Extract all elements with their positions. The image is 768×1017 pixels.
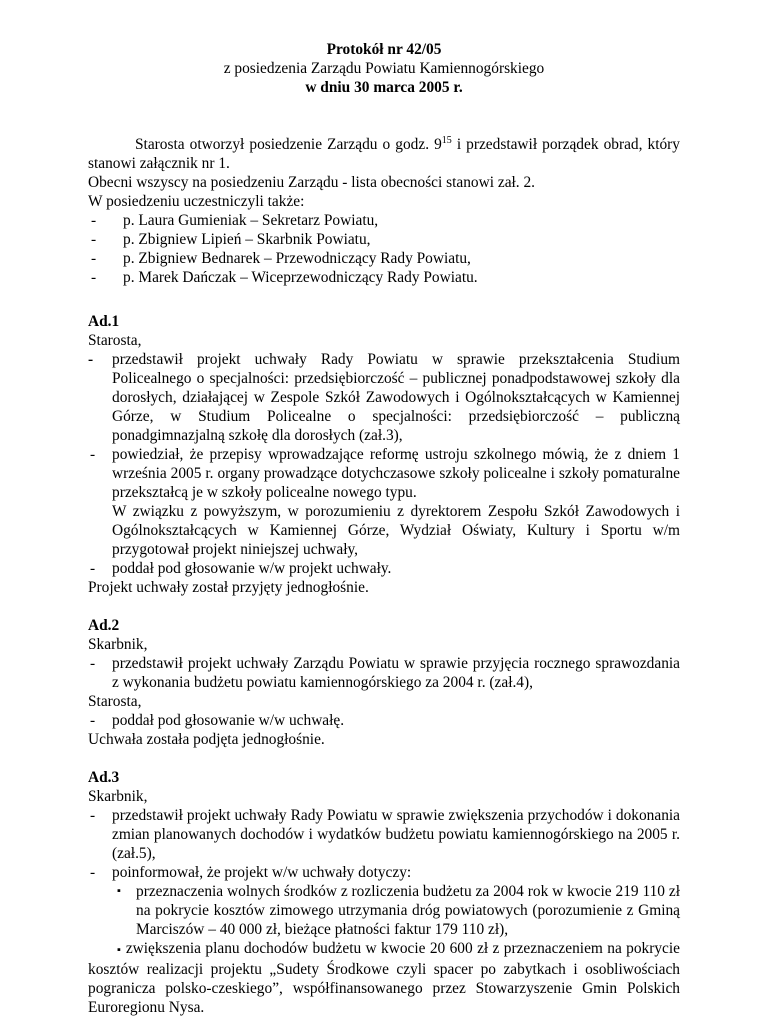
list-item [88, 654, 680, 692]
intro-attendance: Obecni wszyscy na posiedzeniu Zarządu - lista obecności stanowi zał. 2. [88, 174, 536, 191]
list-item [88, 559, 680, 578]
intro-section [88, 135, 680, 287]
dash-marker: - [90, 864, 96, 881]
section-ad1 [88, 312, 680, 597]
dash-marker: - [90, 560, 96, 577]
dash-marker: - [91, 269, 97, 286]
list-item [88, 230, 680, 249]
speaker: Skarbnik, [88, 636, 148, 653]
section-ad3 [88, 768, 680, 1017]
attendees-list [88, 211, 680, 287]
item-text: powiedział, że przepisy wprowadzające reformę ustroju szkolnego mówią, że z dniem 1 września 2005 r. organy prowadzące dotychczasowe szkoły policealne i szkoły pomaturalne przekształcą je w szkoły policealne nowego typu. [112, 446, 680, 501]
time-superscript: 15 [441, 135, 452, 146]
list-item [88, 211, 680, 230]
item-continuation: W związku z powyższym, w porozumieniu z dyrektorem Zespołu Szkół Zawodowych i Ogólnokształcących w Kamiennej Górze, Wydział Oświaty, Kultury i Sportu w/m przygotował projekt niniejszej uchwały, [112, 503, 680, 558]
section-result: Uchwała została podjęta jednogłośnie. [88, 731, 325, 748]
attendee: p. Zbigniew Bednarek – Przewodniczący Rady Powiatu, [123, 250, 471, 267]
item-text: przedstawił projekt uchwały Zarządu Powiatu w sprawie przyjęcia rocznego sprawozdania z wykonania budżetu powiatu kamiennogórskiego za 2004 r. (zał.4), [112, 655, 680, 691]
list-item [88, 711, 680, 730]
dash-marker: - [88, 351, 94, 368]
attendee: p. Laura Gumieniak – Sekretarz Powiatu, [123, 212, 379, 229]
bullet-item [88, 882, 680, 939]
item-text: przedstawił projekt uchwały Rady Powiatu w sprawie przekształcenia Studium Policealnego o specjalności: przedsiębiorczość – publicznej ponadpodstawowej szkoły dla dorosłych, działającej w Zespole Szkół Zawodowych i Ogólnokształcących w Kamiennej Górze, w Studium Policealne o specjalności: przedsiębiorczość – publiczną ponadgimnazjalną szkołę dla dorosłych (zał.3), [112, 351, 680, 444]
dash-marker: - [90, 712, 96, 729]
dash-marker: - [90, 446, 96, 463]
section-heading: Ad.3 [88, 769, 120, 786]
bullet-text: zwiększenia planu dochodów budżetu w kwocie 20 600 zł z przeznaczeniem na pokrycie kosztów realizacji projektu „Sudety Środkowe czyli spacer po zabytkach i osobliwościach pogranicza polsko-czeskiego”, współfinansowanego przez Stowarzyszenie Gmin Polskich Euroregionu Nysa. [88, 940, 680, 1016]
bullet-marker: ▪ [117, 944, 122, 956]
intro-participants-heading: W posiedzeniu uczestniczyli także: [88, 193, 305, 210]
opening-text: Starosta otworzył posiedzenie Zarządu o godz. 9 [135, 136, 442, 153]
attendee: p. Zbigniew Lipień – Skarbnik Powiatu, [123, 231, 371, 248]
list-item [88, 249, 680, 268]
speaker: Starosta, [88, 693, 142, 710]
bullet-item [88, 939, 680, 1017]
section-ad2 [88, 616, 680, 749]
intro-paragraph-opening [88, 135, 680, 173]
opening-text-rest: i przedstawił porządek obrad, który stanowi załącznik nr 1. [88, 136, 681, 172]
item-text: przedstawił projekt uchwały Rady Powiatu w sprawie zwiększenia przychodów i dokonania zmian planowanych dochodów i wydatków budżetu powiatu kamiennogórskiego na 2005 r. (zał.5), [112, 807, 680, 862]
item-text: poinformował, że projekt w/w uchwały dotyczy: [112, 864, 412, 881]
list-item [88, 445, 680, 502]
list-item [88, 863, 680, 882]
document-date: w dniu 30 marca 2005 r. [305, 79, 463, 96]
item-text: poddał pod głosowanie w/w uchwałę. [112, 712, 345, 729]
list-item [88, 806, 680, 863]
item-text: poddał pod głosowanie w/w projekt uchwały. [112, 560, 392, 577]
bullet-text: przeznaczenia wolnych środków z rozliczenia budżetu za 2004 rok w kwocie 219 110 zł na pokrycie kosztów zimowego utrzymania dróg powiatowych (porozumienie z Gminą Marciszów – 40 000 zł, bieżące płatności faktur 179 110 zł), [136, 883, 680, 938]
speaker: Skarbnik, [88, 788, 148, 805]
list-item [88, 350, 680, 445]
dash-marker: - [91, 231, 97, 248]
section-heading: Ad.2 [88, 617, 120, 634]
document-page [88, 40, 680, 1017]
speaker: Starosta, [88, 332, 142, 349]
dash-marker: - [91, 250, 97, 267]
document-header [88, 40, 680, 97]
document-title: Protokół nr 42/05 [326, 41, 442, 58]
document-subtitle: z posiedzenia Zarządu Powiatu Kamiennogórskiego [223, 60, 545, 77]
section-heading: Ad.1 [88, 313, 120, 330]
dash-marker: - [91, 212, 97, 229]
bullet-marker: ▪ [117, 885, 121, 897]
dash-marker: - [90, 807, 96, 824]
dash-marker: - [90, 655, 96, 672]
attendee: p. Marek Dańczak – Wiceprzewodniczący Rady Powiatu. [123, 269, 478, 286]
section-result: Projekt uchwały został przyjęty jednogłośnie. [88, 579, 369, 596]
list-item [88, 268, 680, 287]
